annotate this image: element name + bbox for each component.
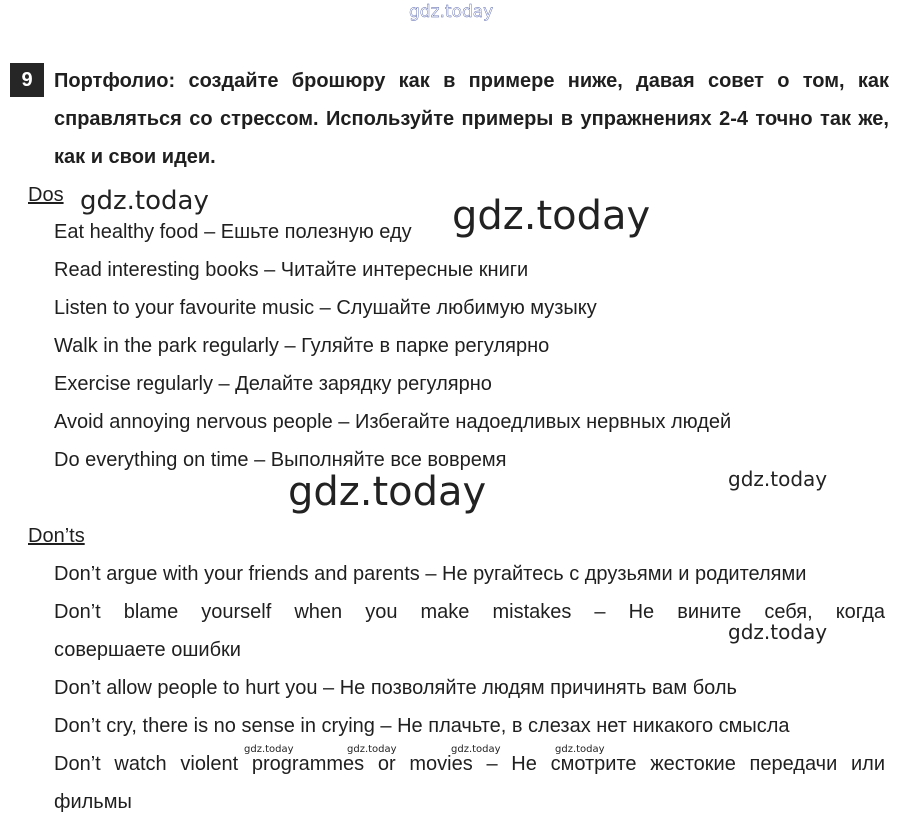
donts-heading: Don’ts xyxy=(28,525,85,547)
watermark: gdz.today xyxy=(452,193,651,239)
watermark: gdz.today xyxy=(728,467,828,491)
watermark: gdz.today xyxy=(728,620,828,644)
task-number-badge: 9 xyxy=(10,63,44,97)
watermark: gdz.today xyxy=(555,744,605,755)
donts-item: Don’t argue with your friends and parents – Не ругайтесь с друзьями и родителями xyxy=(54,563,807,585)
watermark: gdz.today xyxy=(347,744,397,755)
dos-item: Read interesting books – Читайте интересные книги xyxy=(54,259,529,281)
watermark: gdz.today xyxy=(288,469,487,515)
watermark: gdz.today xyxy=(244,744,294,755)
dos-item: Eat healthy food – Ешьте полезную еду xyxy=(54,221,412,243)
dos-item: Do everything on time – Выполняйте все вовремя xyxy=(54,449,507,471)
dos-item: Listen to your favourite music – Слушайте любимую музыку xyxy=(54,297,597,319)
dos-heading: Dos xyxy=(28,184,64,206)
watermark: gdz.today xyxy=(451,744,501,755)
donts-item: Don’t watch violent programmes or movies – Не смотрите жестокие передачи или xyxy=(54,753,885,775)
watermark: gdz.today xyxy=(80,186,209,216)
task-instruction: Портфолио: создайте брошюру как в примере ниже, давая совет о том, как справляться со стрессом. Используйте примеры в упражнениях 2-4 точно так же, как и свои идеи. xyxy=(54,70,889,168)
dos-item: Walk in the park regularly – Гуляйте в парке регулярно xyxy=(54,335,550,357)
donts-item: Don’t blame yourself when you make mistakes – Не вините себя, когда xyxy=(54,601,885,623)
donts-item-continuation: совершаете ошибки xyxy=(54,639,241,661)
dos-item: Avoid annoying nervous people – Избегайте надоедливых нервных людей xyxy=(54,411,732,433)
dos-item: Exercise regularly – Делайте зарядку регулярно xyxy=(54,373,492,395)
watermark-top: gdz.today xyxy=(409,2,494,22)
donts-item: Don’t cry, there is no sense in crying – Не плачьте, в слезах нет никакого смысла xyxy=(54,715,790,737)
donts-item-continuation: фильмы xyxy=(54,791,132,813)
donts-item: Don’t allow people to hurt you – Не позволяйте людям причинять вам боль xyxy=(54,677,737,699)
